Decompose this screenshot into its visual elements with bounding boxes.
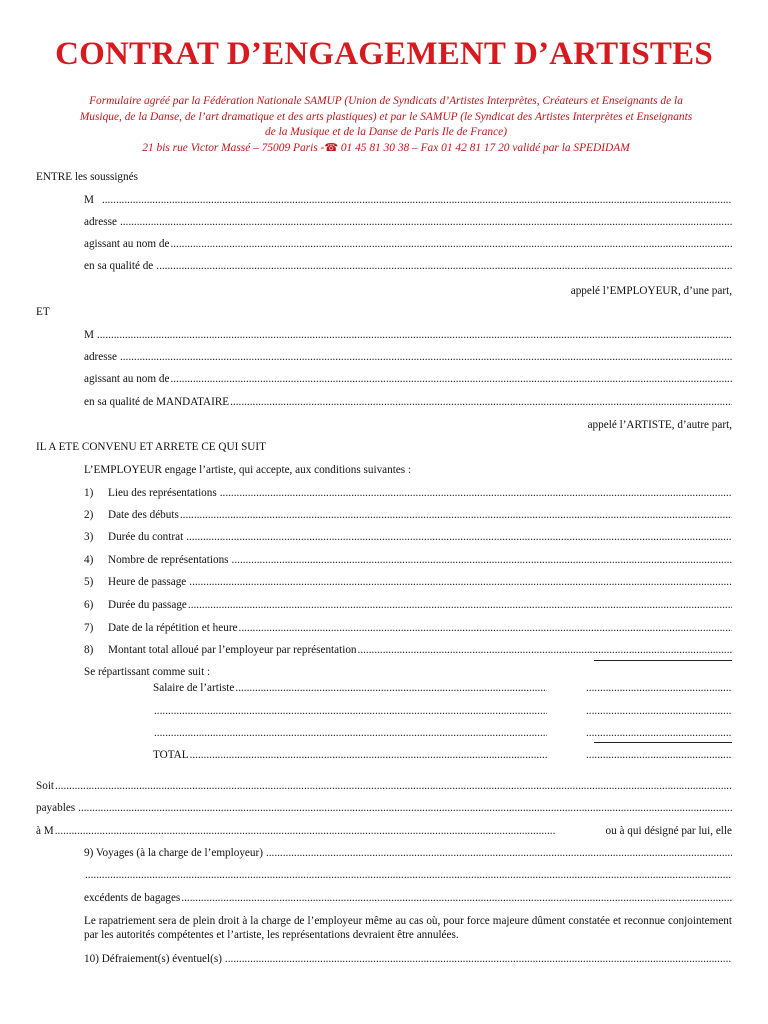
employer-agissant-dots (170, 238, 732, 250)
item-4-number: 4) (84, 554, 94, 566)
item-7-number: 7) (84, 622, 94, 634)
address-after: 01 45 81 30 38 – Fax 01 42 81 17 20 validé par la SPEDIDAM (338, 141, 630, 154)
employer-agissant-label: agissant au nom de (84, 238, 170, 250)
artist-closing: appelé l’ARTISTE, d’autre part, (587, 419, 732, 431)
employer-qualite-label: en sa qualité de (84, 260, 154, 272)
item-2-dots (180, 509, 732, 521)
item-3-field[interactable] (84, 531, 732, 546)
soit-label: Soit (36, 780, 55, 792)
address-before: 21 bis rue Victor Massé – 75009 Paris - (142, 141, 325, 154)
subtitle-line-3: de la Musique et de la Danse de Paris Ile de France) (265, 126, 507, 138)
artist-m-label: M (84, 329, 94, 341)
artist-agissant-dots (170, 373, 732, 385)
a-m-field[interactable] (36, 825, 556, 840)
defraiement-field[interactable] (84, 953, 732, 968)
artist-qualite-field[interactable] (84, 396, 732, 411)
subtitle-line-2: Musique, de la Danse, de l’art dramatique et des arts plastiques) et par le SAMUP (le Syndicat des Artistes Interprètes et Enseignants (79, 110, 693, 123)
item-5-field[interactable] (84, 576, 732, 591)
repartition-row-2-amount[interactable] (585, 705, 732, 720)
item-8-label: Montant total alloué par l’employeur par représentation (108, 644, 357, 656)
defraiement-label: 10) Défraiement(s) éventuel(s) (84, 953, 222, 965)
a-m-label: à M (36, 825, 54, 837)
total-dots (190, 749, 547, 761)
artist-adresse-dots (120, 351, 732, 363)
item-6-dots (188, 599, 732, 611)
soit-field[interactable] (36, 780, 732, 795)
soit-dots (55, 780, 732, 792)
item-8-number: 8) (84, 644, 94, 656)
item-6-label: Durée du passage (108, 599, 187, 611)
total-separator-rule (594, 742, 732, 743)
artist-m-field[interactable] (84, 329, 732, 344)
payables-label: payables (36, 802, 76, 814)
agreement-intro: L’EMPLOYEUR engage l’artiste, qui accepte, aux conditions suivantes : (84, 464, 412, 476)
item-8-field[interactable] (84, 644, 732, 659)
item-3-dots (186, 531, 732, 543)
voyages-field[interactable] (84, 847, 732, 862)
contract-title: CONTRAT D’ENGAGEMENT D’ARTISTES (55, 36, 713, 72)
address-line (36, 141, 736, 157)
a-m-dots (55, 825, 556, 837)
artist-qualite-label: en sa qualité de MANDATAIRE (84, 396, 230, 408)
artist-agissant-field[interactable] (84, 373, 732, 388)
payables-field[interactable] (36, 802, 732, 817)
item-4-dots (232, 554, 732, 566)
designe-label: ou à qui désigné par lui, elle (605, 825, 732, 837)
item-6-number: 6) (84, 599, 94, 611)
repartition-row-3-amount[interactable] (585, 727, 732, 742)
item-3-number: 3) (84, 531, 94, 543)
artist-agissant-label: agissant au nom de (84, 373, 170, 385)
voyages-dots (266, 847, 732, 859)
voyages-label: 9) Voyages (à la charge de l’employeur) (84, 847, 263, 859)
defraiement-dots (225, 953, 732, 965)
total-amount-dots (586, 749, 732, 761)
employer-adresse-dots (120, 216, 732, 228)
item-1-number: 1) (84, 487, 94, 499)
employer-adresse-label: adresse (84, 216, 117, 228)
employer-m-label: M (84, 194, 94, 206)
total-amount-field[interactable] (585, 749, 732, 764)
item-1-label: Lieu des représentations (108, 487, 217, 499)
repartition-row-3-field[interactable] (153, 727, 547, 742)
item-4-field[interactable] (84, 554, 732, 569)
entre-intro: ENTRE les soussignés (36, 171, 138, 183)
agreement-heading: IL A ETE CONVENU ET ARRETE CE QUI SUIT (36, 441, 266, 453)
employer-adresse-field[interactable] (84, 216, 732, 231)
subtitle-line-1: Formulaire agréé par la Fédération Nationale SAMUP (Union de Syndicats d’Artistes Interprètes, Créateurs et Enseignants de la (89, 95, 683, 107)
salaire-dots (235, 682, 547, 694)
repartition-row-3-amount-dots (586, 727, 732, 739)
employer-qualite-dots (156, 260, 732, 272)
item-8-dots (358, 644, 732, 656)
telephone-icon: ☎ (324, 141, 339, 154)
item-6-field[interactable] (84, 599, 732, 614)
salaire-amount-dots (586, 682, 732, 694)
item-2-field[interactable] (84, 509, 732, 524)
item-7-field[interactable] (84, 622, 732, 637)
total-label: TOTAL (153, 749, 189, 761)
salaire-label: Salaire de l’artiste (153, 682, 235, 694)
employer-m-field[interactable] (84, 194, 732, 209)
rapatriement-paragraph: Le rapatriement sera de plein droit à la charge de l’employeur même au cas où, pour force majeure dûment constatée et reconnue conjointement par les autorités compétentes et l’artiste, les représentations devraient être annulées. (84, 915, 732, 941)
artist-adresse-label: adresse (84, 351, 117, 363)
repartition-row-2-dots (154, 705, 547, 717)
item-3-label: Durée du contrat (108, 531, 184, 543)
voyages-continuation-dots (85, 869, 732, 881)
repartition-row-2-amount-dots (586, 705, 732, 717)
bagages-field[interactable] (84, 892, 732, 907)
voyages-continuation-field[interactable] (84, 869, 732, 884)
payables-dots (78, 802, 732, 814)
item-1-field[interactable] (84, 487, 732, 502)
artist-m-dots (97, 329, 732, 341)
item-1-dots (220, 487, 732, 499)
artist-adresse-field[interactable] (84, 351, 732, 366)
artist-qualite-dots (230, 396, 732, 408)
item-7-label: Date de la répétition et heure (108, 622, 238, 634)
item-7-dots (239, 622, 732, 634)
bagages-label: excédents de bagages (84, 892, 181, 904)
total-field[interactable] (153, 749, 547, 764)
item-5-dots (189, 576, 732, 588)
bagages-dots (181, 892, 732, 904)
employer-m-dots (102, 194, 732, 206)
contract-subtitle (36, 94, 736, 156)
item-2-label: Date des débuts (108, 509, 179, 521)
employer-agissant-field[interactable] (84, 238, 732, 253)
item-4-label: Nombre de représentations (108, 554, 229, 566)
item-5-number: 5) (84, 576, 94, 588)
repartition-label: Se répartissant comme suit : (84, 666, 211, 678)
et-intro: ET (36, 306, 50, 318)
salaire-amount-field[interactable] (585, 682, 732, 697)
item-8-underline (594, 660, 732, 661)
item-5-label: Heure de passage (108, 576, 187, 588)
employer-closing: appelé l’EMPLOYEUR, d’une part, (570, 285, 732, 297)
repartition-row-2-field[interactable] (153, 705, 547, 720)
salaire-field[interactable] (153, 682, 547, 697)
employer-qualite-field[interactable] (84, 260, 732, 275)
repartition-row-3-dots (154, 727, 547, 739)
item-2-number: 2) (84, 509, 94, 521)
